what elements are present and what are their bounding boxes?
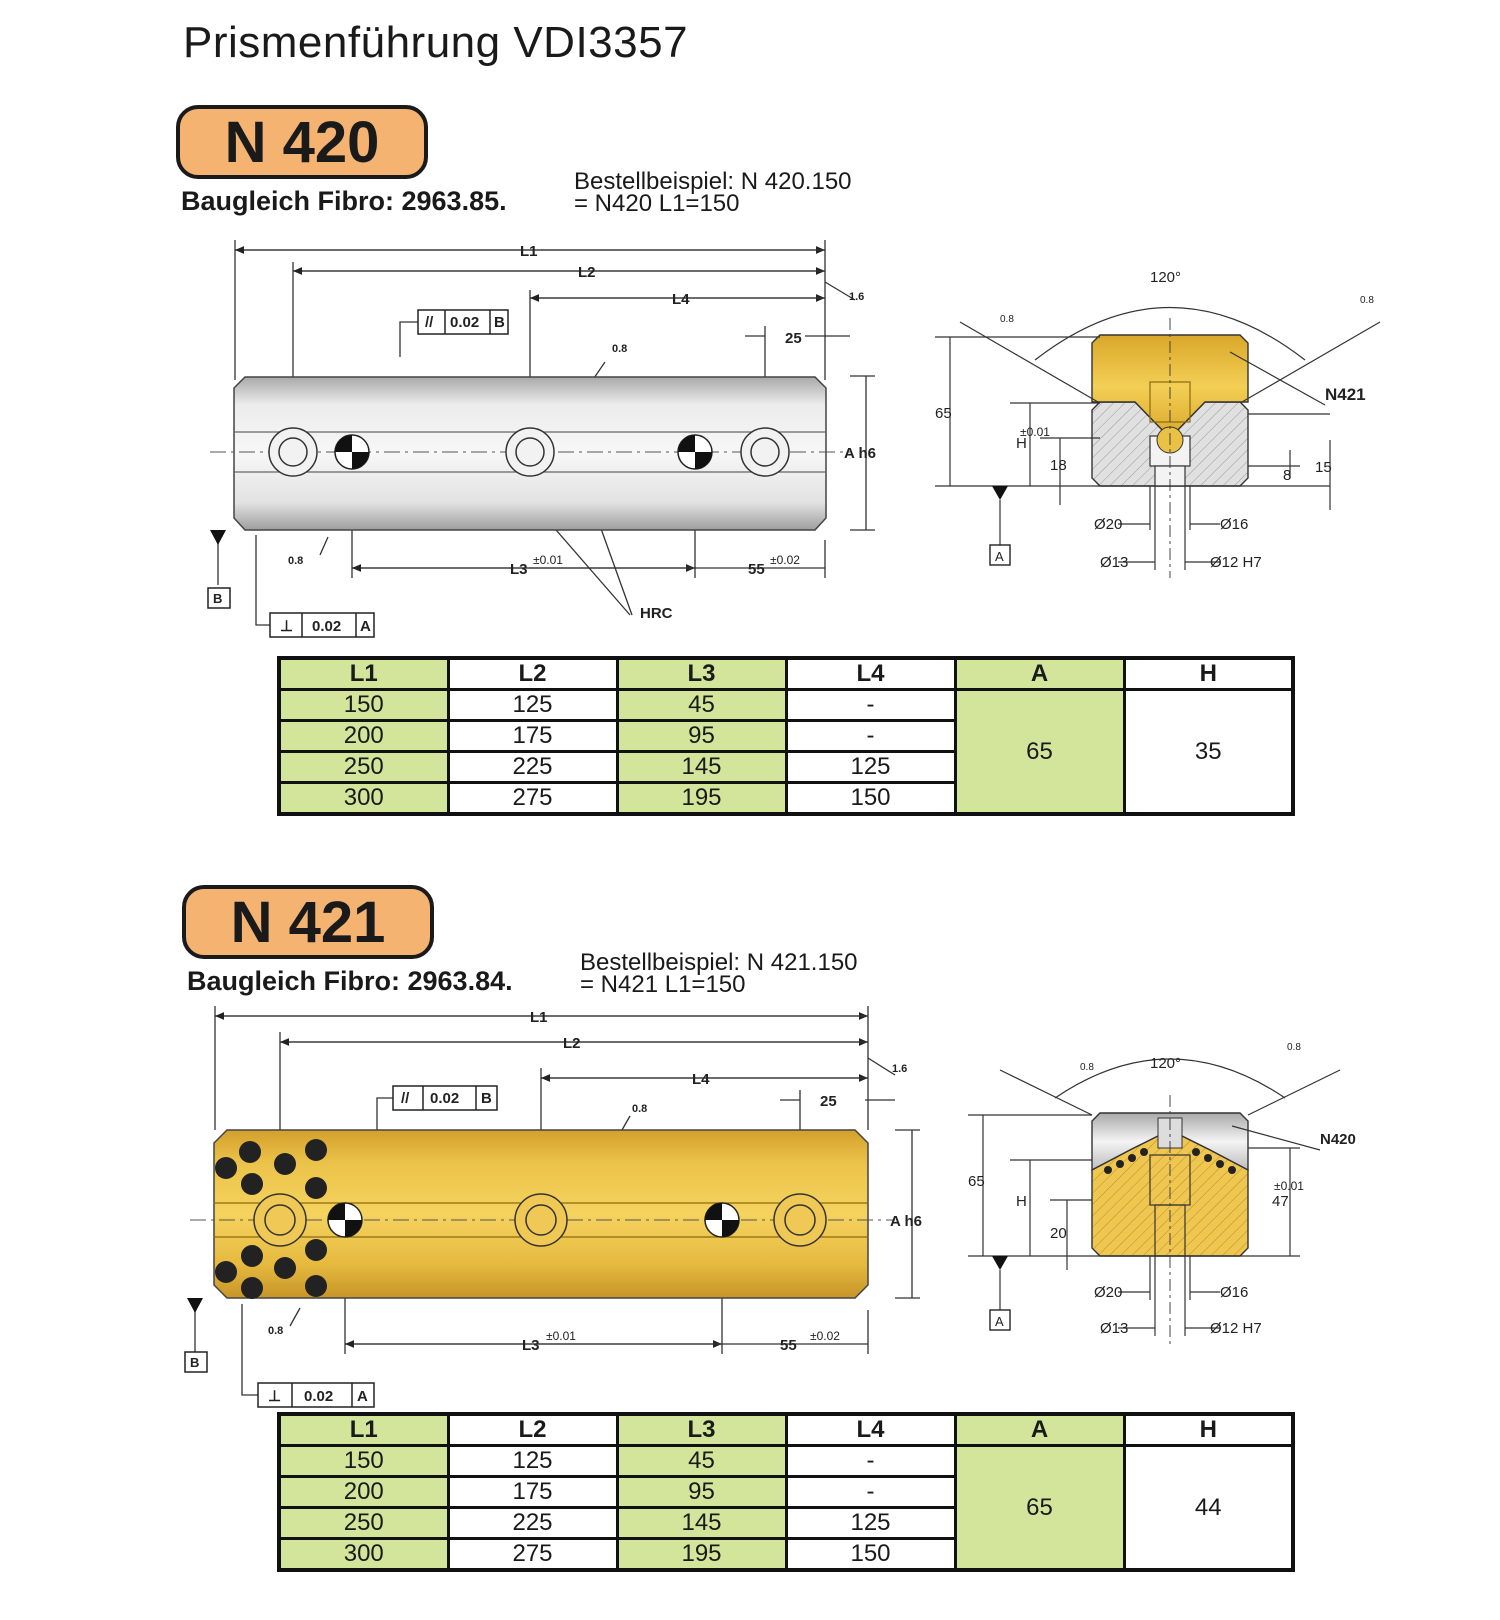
column-header: L4 — [786, 658, 955, 690]
table-cell: 150 — [786, 1539, 955, 1571]
dim-65: 65 — [935, 405, 952, 422]
angle-120: 120° — [1150, 269, 1182, 286]
column-header: H — [1124, 1414, 1293, 1446]
perpendicularity-datum: A — [360, 618, 371, 635]
table-cell: 250 — [279, 752, 448, 783]
table-cell: 145 — [617, 752, 786, 783]
dim-l3: L3 — [510, 561, 528, 578]
hrc-label: HRC — [640, 605, 673, 622]
column-header: L3 — [617, 1414, 786, 1446]
table-cell: - — [786, 1477, 955, 1508]
table-cell: 150 — [279, 690, 448, 721]
roughness-section-right: 0.8 — [1360, 295, 1374, 306]
column-header: L1 — [279, 658, 448, 690]
dim-l1: L1 — [520, 243, 538, 260]
datum-b: B — [213, 591, 223, 606]
table-cell: 195 — [617, 1539, 786, 1571]
angle-120: 120° — [1150, 1055, 1182, 1072]
technical-drawing-n420 — [0, 0, 1500, 660]
mate-part-n420: N420 — [1320, 1131, 1356, 1148]
perpendicularity-value: 0.02 — [304, 1388, 334, 1405]
roughness-section-right: 0.8 — [1287, 1042, 1301, 1053]
table-cell: 300 — [279, 1539, 448, 1571]
column-header: A — [955, 658, 1124, 690]
dim-h-tolerance: ±0.01 — [1274, 1179, 1304, 1193]
dim-h: H — [1016, 1193, 1027, 1210]
table-cell: 195 — [617, 783, 786, 815]
dim-d13: Ø13 — [1100, 1320, 1129, 1337]
parallelism-symbol: // — [401, 1090, 410, 1107]
dim-d16: Ø16 — [1220, 1284, 1249, 1301]
table-cell: 150 — [279, 1446, 448, 1477]
table-row — [279, 1446, 1293, 1477]
roughness-section-left: 0.8 — [1000, 314, 1014, 325]
dim-25: 25 — [820, 1093, 837, 1110]
mate-part-n421: N421 — [1325, 385, 1366, 404]
table-header-row — [279, 1414, 1293, 1446]
dim-l4: L4 — [672, 291, 690, 308]
dim-l2: L2 — [578, 264, 596, 281]
page-title: Prismenführung VDI3357 — [183, 18, 689, 67]
table-cell: 125 — [786, 752, 955, 783]
order-example-line2: = N421 L1=150 — [580, 971, 746, 998]
product-badge-n421: N 421 — [182, 885, 434, 959]
table-cell: 45 — [617, 1446, 786, 1477]
dim-l2: L2 — [563, 1035, 581, 1052]
dim-18: 18 — [1050, 457, 1067, 474]
roughness-0-8-bottom: 0.8 — [268, 1325, 284, 1337]
table-cell: 300 — [279, 783, 448, 815]
dim-25: 25 — [785, 330, 802, 347]
dim-15: 15 — [1315, 459, 1332, 476]
dim-55-tolerance: ±0.02 — [770, 553, 800, 567]
dim-65: 65 — [968, 1173, 985, 1190]
table-cell: - — [786, 690, 955, 721]
column-header: H — [1124, 658, 1293, 690]
table-cell: 95 — [617, 1477, 786, 1508]
parallelism-datum: B — [494, 314, 505, 331]
column-header: L2 — [448, 1414, 617, 1446]
dim-d12-h7: Ø12 H7 — [1210, 554, 1262, 571]
table-cell: 150 — [786, 783, 955, 815]
parallelism-value: 0.02 — [450, 314, 480, 331]
dim-47: 47 — [1272, 1193, 1289, 1210]
table-cell: - — [786, 1446, 955, 1477]
order-example-line1: Bestellbeispiel: N 421.150 — [580, 949, 858, 976]
table-cell-h: 44 — [1124, 1446, 1293, 1571]
table-cell: 200 — [279, 1477, 448, 1508]
table-cell: 125 — [786, 1508, 955, 1539]
dim-a-h6: A h6 — [890, 1213, 922, 1230]
dim-d13: Ø13 — [1100, 554, 1129, 571]
dim-d20: Ø20 — [1094, 516, 1123, 533]
column-header: L1 — [279, 1414, 448, 1446]
table-cell: 45 — [617, 690, 786, 721]
parallelism-datum: B — [481, 1090, 492, 1107]
table-cell: 200 — [279, 721, 448, 752]
datum-a: A — [995, 549, 1004, 564]
dimension-table-n420 — [277, 656, 1295, 816]
datum-b: B — [190, 1355, 200, 1370]
table-cell: 225 — [448, 752, 617, 783]
dim-55: 55 — [748, 561, 765, 578]
order-example-line1: Bestellbeispiel: N 420.150 — [574, 168, 852, 195]
dim-20: 20 — [1050, 1225, 1067, 1242]
column-header: L4 — [786, 1414, 955, 1446]
table-cell-a: 65 — [955, 690, 1124, 815]
perpendicularity-symbol: ⊥ — [280, 618, 294, 635]
dim-d20: Ø20 — [1094, 1284, 1123, 1301]
table-cell: 275 — [448, 783, 617, 815]
dim-55: 55 — [780, 1337, 797, 1354]
dim-l3: L3 — [522, 1337, 540, 1354]
dim-l4: L4 — [692, 1071, 710, 1088]
dim-d16: Ø16 — [1220, 516, 1249, 533]
table-cell: 225 — [448, 1508, 617, 1539]
order-example-line2: = N420 L1=150 — [574, 190, 740, 217]
roughness-0-8-top: 0.8 — [612, 343, 628, 355]
table-cell: 95 — [617, 721, 786, 752]
table-cell-a: 65 — [955, 1446, 1124, 1571]
perpendicularity-value: 0.02 — [312, 618, 342, 635]
parallelism-symbol: // — [425, 314, 434, 331]
dim-d12-h7: Ø12 H7 — [1210, 1320, 1262, 1337]
roughness-1-6: 1.6 — [849, 291, 865, 303]
parallelism-value: 0.02 — [430, 1090, 460, 1107]
dim-h: H — [1016, 435, 1027, 452]
dim-h-tolerance: ±0.01 — [1020, 425, 1050, 439]
perpendicularity-datum: A — [357, 1388, 368, 1405]
table-cell: 250 — [279, 1508, 448, 1539]
technical-drawing-n421 — [0, 990, 1500, 1410]
dim-a-h6: A h6 — [844, 445, 876, 462]
column-header: A — [955, 1414, 1124, 1446]
roughness-0-8-top: 0.8 — [632, 1103, 648, 1115]
roughness-1-6: 1.6 — [892, 1063, 908, 1075]
column-header: L2 — [448, 658, 617, 690]
fibro-reference-n421: Baugleich Fibro: 2963.84. — [187, 966, 513, 996]
table-cell: 175 — [448, 1477, 617, 1508]
table-cell: 125 — [448, 690, 617, 721]
table-row — [279, 690, 1293, 721]
table-cell: - — [786, 721, 955, 752]
dim-55-tolerance: ±0.02 — [810, 1329, 840, 1343]
roughness-section-left: 0.8 — [1080, 1062, 1094, 1073]
datum-a: A — [995, 1314, 1004, 1329]
dim-l3-tolerance: ±0.01 — [533, 553, 563, 567]
roughness-0-8-bottom: 0.8 — [288, 555, 304, 567]
table-cell: 275 — [448, 1539, 617, 1571]
dim-8: 8 — [1283, 467, 1292, 484]
perpendicularity-symbol: ⊥ — [268, 1388, 282, 1405]
table-header-row — [279, 658, 1293, 690]
table-cell: 125 — [448, 1446, 617, 1477]
product-badge-n420: N 420 — [176, 105, 428, 179]
table-cell-h: 35 — [1124, 690, 1293, 815]
dim-l3-tolerance: ±0.01 — [546, 1329, 576, 1343]
cross-section-n420 — [935, 308, 1380, 579]
table-cell: 145 — [617, 1508, 786, 1539]
column-header: L3 — [617, 658, 786, 690]
table-cell: 175 — [448, 721, 617, 752]
dimension-table-n421 — [277, 1412, 1295, 1572]
dim-l1: L1 — [530, 1009, 548, 1026]
fibro-reference-n420: Baugleich Fibro: 2963.85. — [181, 186, 507, 216]
